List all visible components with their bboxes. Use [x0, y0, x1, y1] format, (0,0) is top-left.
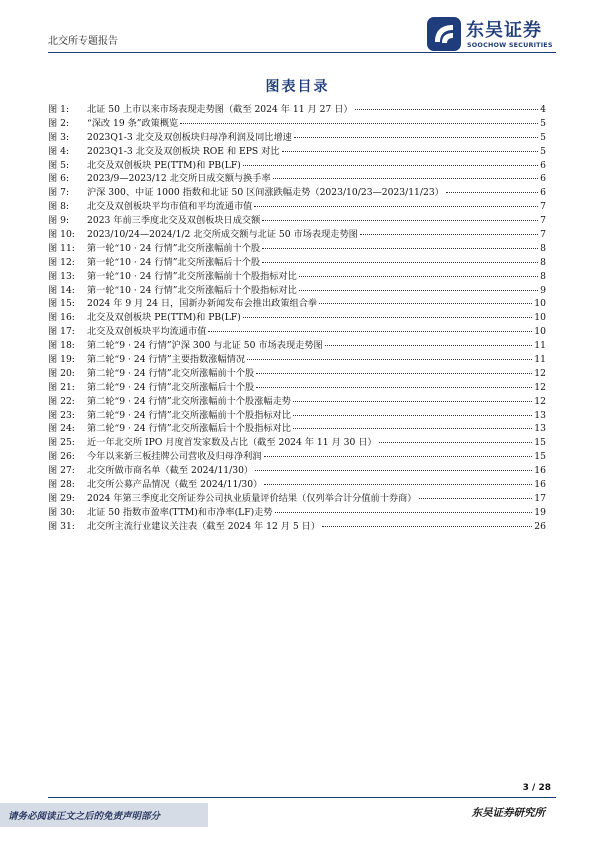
- toc-leader-dots: [262, 247, 538, 249]
- toc-title: 图表目录: [265, 79, 330, 95]
- toc-figure-title: 第二轮“9 · 24 行情”北交所涨幅后十个股指标对比: [87, 423, 291, 435]
- toc-entry[interactable]: [48, 186, 546, 200]
- toc-entry[interactable]: [48, 297, 546, 311]
- toc-page-number: 11: [534, 354, 546, 366]
- toc-page-number: 12: [534, 395, 546, 407]
- toc-figure-title: 第二轮“9 · 24 行情”主要指数涨幅情况: [87, 354, 246, 366]
- toc-figure-number: 图 12:: [48, 256, 75, 268]
- toc-page-number: 7: [540, 229, 546, 241]
- soochow-logo-icon: [426, 16, 462, 52]
- toc-figure-title: 北交所公募产品情况（截至 2024/11/30）: [87, 479, 263, 491]
- toc-figure-number: 图 15:: [48, 298, 75, 310]
- toc-figure-title: “深改 19 条”政策概览: [87, 117, 179, 129]
- toc-leader-dots: [299, 275, 538, 277]
- footer-divider: [48, 797, 556, 798]
- toc-figure-title: 第一轮“10 · 24 行情”北交所涨幅后十个股指标对比: [87, 284, 297, 296]
- toc-figure-number: 图 31:: [48, 520, 75, 532]
- toc-figure-number: 图 2:: [48, 117, 70, 129]
- toc-entry[interactable]: [48, 214, 546, 228]
- toc-figure-title: 沪深 300、中证 1000 指数和北证 50 区间涨跌幅走势（2023/10/23—2023/11/23）: [87, 187, 444, 199]
- toc-figure-title: 第二轮“9 · 24 行情”北交所涨幅前十个股涨幅走势: [87, 395, 291, 407]
- toc-page-number: 19: [534, 506, 546, 518]
- toc-figure-number: 图 1:: [48, 104, 70, 115]
- toc-leader-dots: [255, 469, 532, 471]
- toc-page-number: 4: [540, 104, 546, 115]
- toc-figure-title: 北交及双创板块平均市值和平均流通市值: [87, 201, 253, 213]
- toc-entry[interactable]: [48, 228, 546, 242]
- company-logo: [426, 14, 556, 54]
- toc-leader-dots: [256, 386, 532, 388]
- toc-page-number: 7: [540, 201, 546, 213]
- toc-entry[interactable]: [48, 172, 546, 186]
- toc-leader-dots: [264, 483, 532, 485]
- toc-figure-number: 图 30:: [48, 506, 75, 518]
- toc-entry[interactable]: [48, 381, 546, 395]
- toc-page-number: 10: [534, 326, 546, 338]
- toc-figure-title: 今年以来新三板挂牌公司营收及归母净利润: [87, 451, 262, 463]
- toc-figure-title: 第二轮“9 · 24 行情”沪深 300 与北证 50 市场表现走势图: [87, 340, 323, 352]
- toc-entry[interactable]: [48, 450, 546, 464]
- toc-figure-title: 2024 年 9 月 24 日，国新办新闻发布会推出政策组合拳: [87, 298, 318, 310]
- toc-page-number: 12: [534, 381, 546, 393]
- toc-leader-dots: [180, 122, 538, 124]
- toc-figure-title: 第一轮“10 · 24 行情”北交所涨幅前十个股: [87, 242, 261, 254]
- toc-figure-number: 图 9:: [48, 215, 70, 227]
- toc-page-number: 10: [534, 312, 546, 324]
- toc-figure-number: 图 21:: [48, 381, 75, 393]
- toc-leader-dots: [293, 427, 532, 429]
- report-type-label: 北交所专题报告: [48, 36, 118, 47]
- toc-figure-title: 第二轮“9 · 24 行情”北交所涨幅后十个股: [87, 381, 255, 393]
- toc-figure-title: 2023/9—2023/12 北交所日成交额与换手率: [87, 173, 271, 185]
- toc-entry[interactable]: [48, 200, 546, 214]
- toc-leader-dots: [275, 511, 533, 513]
- toc-figure-number: 图 17:: [48, 326, 75, 338]
- toc-entry[interactable]: [48, 311, 546, 325]
- toc-figure-number: 图 3:: [48, 131, 70, 143]
- header-divider: [48, 52, 556, 53]
- toc-figure-title: 第一轮“10 · 24 行情”北交所涨幅前十个股指标对比: [87, 270, 297, 282]
- page-number: 3 / 28: [522, 783, 551, 793]
- toc-leader-dots: [446, 191, 538, 193]
- toc-leader-dots: [282, 150, 539, 152]
- toc-entry[interactable]: [48, 325, 546, 339]
- toc-leader-dots: [294, 136, 538, 138]
- toc-figure-number: 图 29:: [48, 492, 75, 504]
- toc-figure-title: 北交所主流行业建议关注表（截至 2024 年 12 月 5 日）: [87, 520, 321, 532]
- toc-figure-title: 北交所做市商名单（截至 2024/11/30）: [87, 465, 254, 477]
- disclaimer-band: [0, 803, 208, 827]
- toc-page-number: 8: [540, 242, 546, 254]
- toc-figure-number: 图 11:: [48, 242, 75, 254]
- toc-page-number: 13: [534, 423, 546, 435]
- toc-figure-number: 图 19:: [48, 354, 75, 366]
- toc-figure-number: 图 13:: [48, 270, 75, 282]
- toc-figure-number: 图 7:: [48, 187, 70, 199]
- toc-leader-dots: [243, 164, 538, 166]
- logo-chinese-name: 东吴证券: [466, 20, 542, 41]
- toc-figure-number: 图 20:: [48, 367, 75, 379]
- logo-english-name: SOOCHOW SECURITIES: [467, 41, 553, 49]
- toc-leader-dots: [256, 372, 532, 374]
- toc-page-number: 16: [534, 479, 546, 491]
- toc-figure-number: 图 23:: [48, 409, 75, 421]
- toc-page-number: 10: [534, 298, 546, 310]
- toc-entry[interactable]: [48, 492, 546, 506]
- toc-figure-number: 图 27:: [48, 465, 75, 477]
- toc-figure-number: 图 6:: [48, 173, 70, 185]
- disclaimer-text: 请务必阅读正文之后的免责声明部分: [8, 811, 161, 822]
- toc-figure-number: 图 26:: [48, 451, 75, 463]
- toc-page-number: 5: [540, 117, 546, 129]
- toc-figure-title: 北证 50 指数市盈率(TTM)和市净率(LF)走势: [87, 506, 273, 518]
- figure-table-of-contents: [48, 103, 546, 534]
- toc-leader-dots: [379, 441, 533, 443]
- toc-entry[interactable]: [48, 367, 546, 381]
- toc-page-number: 6: [540, 159, 546, 171]
- toc-leader-dots: [262, 261, 538, 263]
- toc-figure-title: 第二轮“9 · 24 行情”北交所涨幅前十个股: [87, 367, 255, 379]
- toc-page-number: 6: [540, 187, 546, 199]
- toc-figure-number: 图 25:: [48, 437, 75, 449]
- toc-figure-title: 2023Q1-3 北交及双创板块 ROE 和 EPS 对比: [87, 145, 280, 157]
- toc-figure-number: 图 8:: [48, 201, 70, 213]
- toc-leader-dots: [293, 414, 532, 416]
- toc-page-number: 9: [540, 284, 546, 296]
- toc-leader-dots: [322, 525, 532, 527]
- toc-page-number: 16: [534, 465, 546, 477]
- toc-page-number: 11: [534, 340, 546, 352]
- toc-figure-title: 北交及双创板块平均流通市值: [87, 326, 207, 338]
- toc-page-number: 8: [540, 270, 546, 282]
- toc-entry[interactable]: [48, 284, 546, 298]
- toc-entry[interactable]: [48, 395, 546, 409]
- toc-figure-title: 第二轮“9 · 24 行情”北交所涨幅前十个股指标对比: [87, 409, 291, 421]
- toc-page-number: 7: [540, 215, 546, 227]
- toc-entry[interactable]: [48, 270, 546, 284]
- toc-entry[interactable]: [48, 436, 546, 450]
- toc-leader-dots: [243, 316, 532, 318]
- toc-leader-dots: [355, 108, 539, 110]
- toc-entry[interactable]: [48, 409, 546, 423]
- toc-figure-title: 2023/10/24—2024/1/2 北交所成交额与北证 50 市场表现走势图: [87, 229, 358, 241]
- toc-entry[interactable]: [48, 117, 546, 131]
- toc-page-number: 12: [534, 367, 546, 379]
- toc-figure-number: 图 14:: [48, 284, 75, 296]
- toc-figure-title: 北交及双创板块 PE(TTM)和 PB(LF): [87, 312, 241, 324]
- toc-leader-dots: [293, 400, 532, 402]
- toc-page-number: 15: [534, 451, 546, 463]
- toc-page-number: 13: [534, 409, 546, 421]
- toc-page-number: 17: [534, 492, 546, 504]
- toc-entry[interactable]: [48, 242, 546, 256]
- toc-figure-title: 第一轮“10 · 24 行情”北交所涨幅后十个股: [87, 256, 261, 268]
- toc-page-number: 15: [534, 437, 546, 449]
- toc-leader-dots: [262, 219, 538, 221]
- toc-figure-number: 图 4:: [48, 145, 70, 157]
- toc-leader-dots: [325, 344, 533, 346]
- toc-leader-dots: [247, 358, 532, 360]
- toc-page-number: 8: [540, 256, 546, 268]
- toc-figure-number: 图 5:: [48, 159, 70, 171]
- toc-page-number: 6: [540, 173, 546, 185]
- toc-figure-number: 图 16:: [48, 312, 75, 324]
- toc-page-number: 5: [540, 131, 546, 143]
- toc-leader-dots: [208, 330, 532, 332]
- toc-entry[interactable]: [48, 339, 546, 353]
- toc-figure-number: 图 22:: [48, 395, 75, 407]
- toc-entry[interactable]: [48, 256, 546, 270]
- toc-entry[interactable]: [48, 478, 546, 492]
- toc-leader-dots: [264, 455, 533, 457]
- toc-entry[interactable]: [48, 159, 546, 173]
- toc-entry[interactable]: [48, 464, 546, 478]
- toc-leader-dots: [419, 497, 533, 499]
- toc-figure-title: 北交及双创板块 PE(TTM)和 PB(LF): [87, 159, 241, 171]
- toc-entry[interactable]: [48, 103, 546, 117]
- toc-figure-number: 图 18:: [48, 340, 75, 352]
- toc-entry[interactable]: [48, 131, 546, 145]
- institute-name: 东吴证券研究所: [471, 807, 545, 819]
- toc-leader-dots: [254, 205, 538, 207]
- toc-figure-title: 2024 年第三季度北交所证券公司执业质量评价结果（仅列举合计分值前十券商）: [87, 492, 417, 504]
- toc-leader-dots: [273, 177, 538, 179]
- toc-page-number: 5: [540, 145, 546, 157]
- toc-entry[interactable]: [48, 506, 546, 520]
- toc-figure-title: 2023Q1-3 北交及双创板块归母净利润及同比增速: [87, 131, 292, 143]
- toc-figure-title: 北证 50 上市以来市场表现走势图（截至 2024 年 11 月 27 日）: [87, 104, 353, 115]
- toc-entry[interactable]: [48, 422, 546, 436]
- toc-leader-dots: [319, 302, 532, 304]
- toc-page-number: 26: [534, 520, 546, 532]
- toc-figure-title: 2023 年前三季度北交及双创板块日成交额: [87, 215, 261, 227]
- toc-leader-dots: [299, 289, 538, 291]
- toc-entry[interactable]: [48, 353, 546, 367]
- toc-figure-number: 图 28:: [48, 479, 75, 491]
- toc-figure-title: 近一年北交所 IPO 月度首发家数及占比（截至 2024 年 11 月 30 日）: [87, 437, 377, 449]
- toc-entry[interactable]: [48, 145, 546, 159]
- toc-figure-number: 图 10:: [48, 229, 75, 241]
- toc-figure-number: 图 24:: [48, 423, 75, 435]
- toc-entry[interactable]: [48, 520, 546, 534]
- toc-leader-dots: [360, 233, 538, 235]
